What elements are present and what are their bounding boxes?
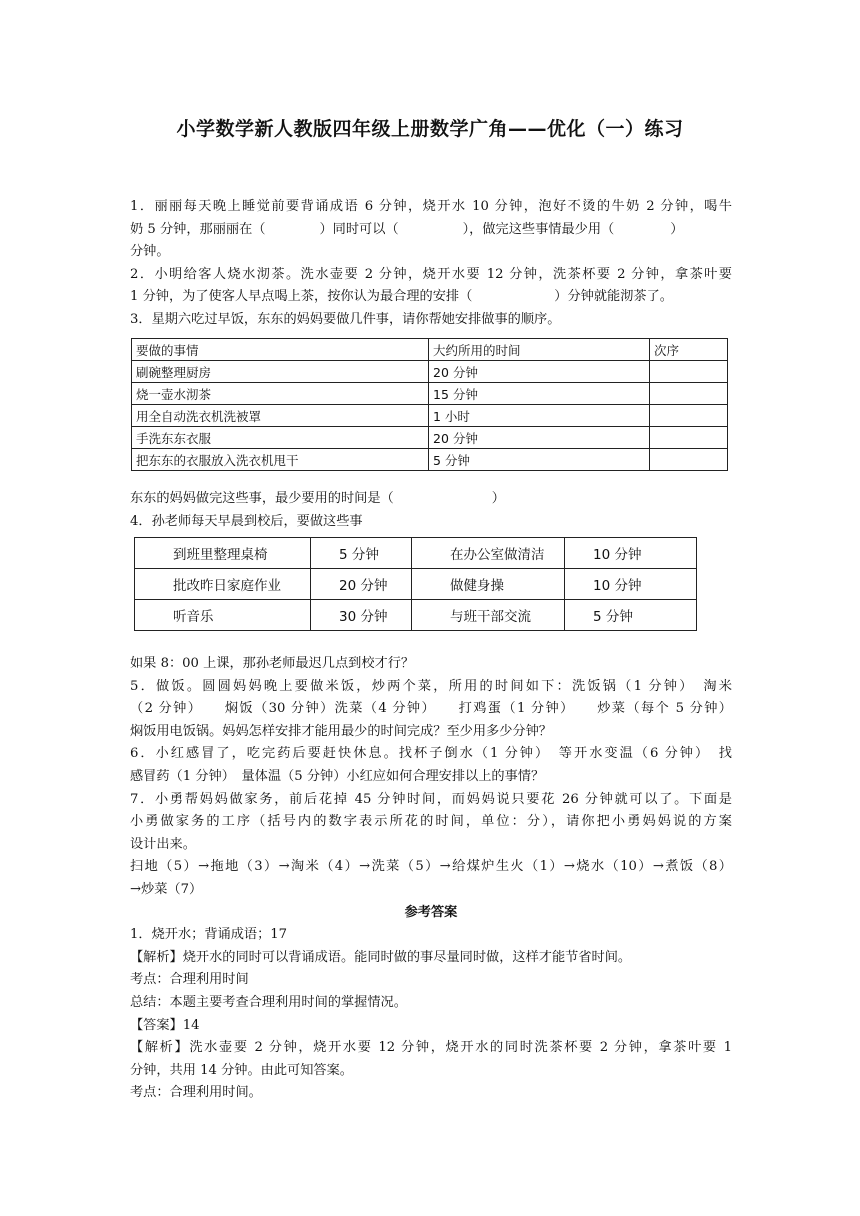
q2-line-2 bbox=[130, 286, 732, 309]
q4-time-cell: 5 分钟 bbox=[311, 538, 412, 569]
q3-header-time: 大约所用的时间 bbox=[429, 339, 650, 361]
q1-line-2 bbox=[130, 219, 732, 242]
q3-time-cell: 15 分钟 bbox=[429, 383, 650, 405]
table-row bbox=[132, 427, 728, 449]
answer-1-analysis: 【解析】烧开水的同时可以背诵成语。能同时做的事尽量同时做，这样才能节省时间。 bbox=[130, 949, 632, 965]
q3-time-cell: 20 分钟 bbox=[429, 427, 650, 449]
q3-task-cell: 用全自动洗衣机洗被罩 bbox=[132, 405, 429, 427]
q1-line-1: 1．丽丽每天晚上睡觉前要背诵成语 6 分钟，烧开水 10 分钟，泡好不烫的牛奶 2 分钟，喝牛 bbox=[130, 199, 732, 214]
answer-2-analysis-line-1: 【解析】洗水壶要 2 分钟，烧开水要 12 分钟，烧开水的同时洗茶杯要 2 分钟，拿茶叶要 1 bbox=[130, 1040, 732, 1056]
q4-task-cell: 与班干部交流 bbox=[412, 600, 565, 631]
q4-time-cell: 20 分钟 bbox=[311, 569, 412, 600]
q4-time-cell: 30 分钟 bbox=[311, 600, 412, 631]
q3-order-cell[interactable] bbox=[650, 383, 728, 405]
table-row bbox=[132, 449, 728, 471]
answer-1-point: 考点：合理利用时间 bbox=[130, 972, 249, 988]
q4-time-cell: 10 分钟 bbox=[565, 538, 697, 569]
q5-line-1: 5．做饭。圆圆妈妈晚上要做米饭，炒两个菜，所用的时间如下：洗饭锅（1 分钟） 淘米 bbox=[130, 678, 732, 694]
answer-2: 【答案】14 bbox=[130, 1017, 200, 1033]
q4-task-cell: 听音乐 bbox=[135, 600, 311, 631]
q6-line-2: 感冒药（1 分钟） 量体温（5 分钟）小红应如何合理安排以上的事情？ bbox=[130, 768, 545, 784]
q1-text-d: ） bbox=[670, 221, 684, 237]
answer-1: 1．烧开水；背诵成语；17 bbox=[130, 927, 288, 943]
q7-line-5: →炒菜（7） bbox=[130, 881, 203, 897]
q1-text-a: 奶 5 分钟，那丽丽在（ bbox=[130, 221, 266, 237]
q2-text-a: 1 分钟，为了使客人早点喝上茶，按你认为最合理的安排（ bbox=[130, 289, 473, 305]
q3-q4-text bbox=[130, 488, 732, 533]
q4-task-cell: 到班里整理桌椅 bbox=[135, 538, 311, 569]
q2-text-b: ）分钟就能沏茶了。 bbox=[554, 289, 673, 305]
q3-header-task: 要做的事情 bbox=[132, 339, 429, 361]
answer-2-point: 考点：合理利用时间。 bbox=[130, 1085, 262, 1101]
q4-task-cell: 批改昨日家庭作业 bbox=[135, 569, 311, 600]
q6-line-1: 6．小红感冒了，吃完药后要赶快休息。找杯子倒水（1 分钟） 等开水变温（6 分钟） 找 bbox=[130, 746, 732, 762]
q4-time-cell: 10 分钟 bbox=[565, 569, 697, 600]
q4-task-cell: 做健身操 bbox=[412, 569, 565, 600]
q3-time-cell: 20 分钟 bbox=[429, 361, 650, 383]
q3-line-1: 3．星期六吃过早饭，东东的妈妈要做几件事，请你帮她安排做事的顺序。 bbox=[130, 311, 561, 327]
answer-1-summary: 总结：本题主要考查合理利用时间的掌握情况。 bbox=[130, 994, 407, 1010]
table-row bbox=[135, 538, 697, 569]
q3-table-header-row bbox=[132, 339, 728, 361]
page-title: 小学数学新人教版四年级上册数学广角——优化（一）练习 bbox=[176, 118, 684, 140]
q3-after-text: 东东的妈妈做完这些事，最少要用的时间是（ bbox=[130, 491, 394, 506]
q7-line-4: 扫地（5）→拖地（3）→淘米（4）→洗菜（5）→给煤炉生火（1）→烧水（10）→煮饭（8） bbox=[130, 859, 732, 875]
q3-task-cell: 把东东的衣服放入洗衣机甩干 bbox=[132, 449, 429, 471]
questions-bottom bbox=[130, 653, 732, 1105]
answer-2-analysis-line-2: 分钟，共用 14 分钟。由此可知答案。 bbox=[130, 1062, 353, 1078]
table-row bbox=[135, 569, 697, 600]
q3-after-line bbox=[130, 488, 732, 511]
q1-text-b: ）同时可以（ bbox=[319, 221, 399, 237]
table-row bbox=[132, 361, 728, 383]
q4-table bbox=[134, 537, 697, 631]
questions-top bbox=[130, 196, 732, 332]
q4-time-cell: 5 分钟 bbox=[565, 600, 697, 631]
q5-line-2: （2 分钟） 焖饭（30 分钟）洗菜（4 分钟） 打鸡蛋（1 分钟） 炒菜（每个 5 分钟） bbox=[130, 701, 732, 717]
table-row bbox=[132, 405, 728, 427]
q3-header-order: 次序 bbox=[650, 339, 728, 361]
q7-line-3: 设计出来。 bbox=[130, 836, 196, 852]
q1-line-3: 分钟。 bbox=[130, 244, 170, 260]
q3-order-cell[interactable] bbox=[650, 427, 728, 449]
table-row bbox=[135, 600, 697, 631]
q4-task-cell: 在办公室做清洁 bbox=[412, 538, 565, 569]
q3-order-cell[interactable] bbox=[650, 449, 728, 471]
q5-line-3: 焖饭用电饭锅。妈妈怎样安排才能用最少的时间完成？至少用多少分钟？ bbox=[130, 723, 552, 739]
q7-line-2: 小勇做家务的工序（括号内的数字表示所花的时间，单位：分），请你把小勇妈妈说的方案 bbox=[130, 814, 732, 830]
q3-task-cell: 刷碗整理厨房 bbox=[132, 361, 429, 383]
q4-after-line: 如果 8：00 上课，那孙老师最迟几点到校才行？ bbox=[130, 656, 415, 671]
q3-after-close: ） bbox=[491, 491, 505, 506]
q3-order-cell[interactable] bbox=[650, 405, 728, 427]
q3-time-cell: 1 小时 bbox=[429, 405, 650, 427]
q3-order-cell[interactable] bbox=[650, 361, 728, 383]
q3-task-cell: 手洗东东衣服 bbox=[132, 427, 429, 449]
q1-text-c: ），做完这些事情最少用（ bbox=[462, 221, 615, 237]
answers-heading: 参考答案 bbox=[404, 904, 458, 920]
q3-task-cell: 烧一壶水沏茶 bbox=[132, 383, 429, 405]
q4-line-1: 4．孙老师每天早晨到校后，要做这些事 bbox=[130, 513, 363, 529]
q2-line-1: 2．小明给客人烧水沏茶。洗水壶要 2 分钟，烧开水要 12 分钟，洗茶杯要 2 分钟，拿茶叶要 bbox=[130, 266, 732, 282]
q3-time-cell: 5 分钟 bbox=[429, 449, 650, 471]
q3-table bbox=[131, 338, 728, 471]
q7-line-1: 7．小勇帮妈妈做家务，前后花掉 45 分钟时间，而妈妈说只要花 26 分钟就可以了。下面是 bbox=[130, 791, 732, 807]
table-row bbox=[132, 383, 728, 405]
